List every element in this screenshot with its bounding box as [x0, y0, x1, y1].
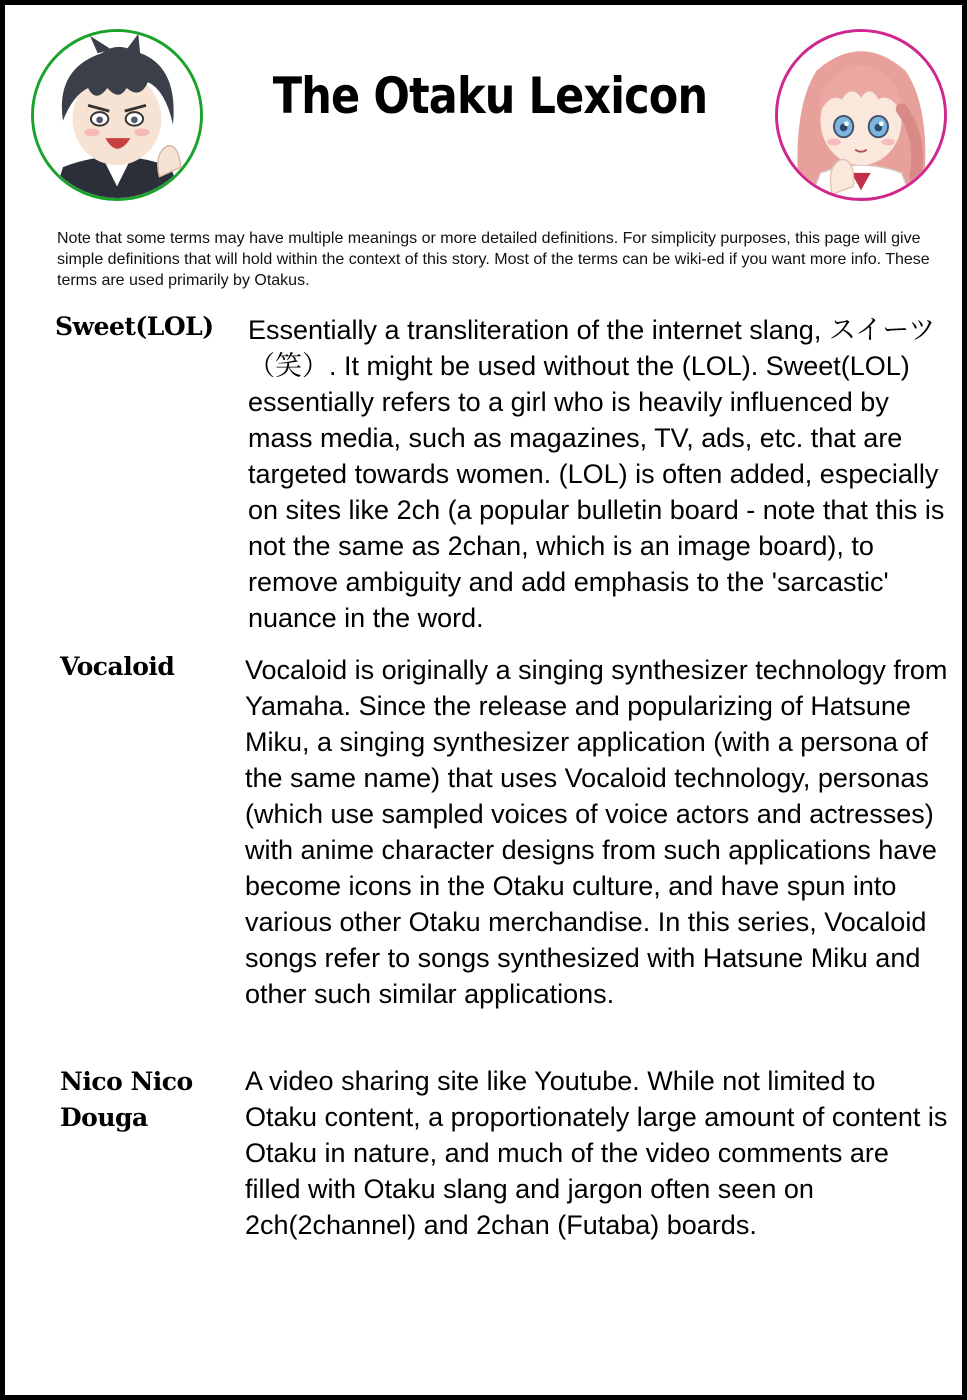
definition-nico-nico-douga: A video sharing site like Youtube. While not limited to Otaku content, a proportionately large amount of content is Otaku in nature, and much of the video comments are filled with Otaku slang and jargon often seen on 2ch(2channel) and 2chan (Futaba) boards. [245, 1066, 948, 1240]
definition-sweet-lol: Essentially a transliteration of the internet slang, スイーツ（笑）. It might be used without the (LOL). Sweet(LOL) essentially refers to a girl who is heavily influenced by mass media, such as magazines, TV, ads, etc. that are targeted towards women. (LOL) is often added, especially on sites like 2ch (a popular bulletin board - note that this is not the same as 2chan, which is an image board), to remove ambiguity and add emphasis to the 'sarcastic' nuance in the word. [248, 315, 945, 633]
page-title: The Otaku Lexicon [272, 67, 708, 125]
term-sweet-lol: Sweet(LOL) [55, 312, 214, 341]
intro-note: Note that some terms may have multiple meanings or more detailed definitions. For simplicity purposes, this page will give simple definitions that will hold within the context of this story. Most of the terms can be wiki-ed if you want more info. These terms are used primarily by Otakus. [57, 230, 930, 289]
definition-vocaloid: Vocaloid is originally a singing synthesizer technology from Yamaha. Since the release and popularizing of Hatsune Miku, a singing synthesizer application (with a persona of the same name) that uses Vocaloid technology, personas (which use sampled voices of voice actors and actresses) with anime character designs from such applications have become icons in the Otaku culture, and have spun into various other Otaku merchandise. In this series, Vocaloid songs refer to songs synthesized with Hatsune Miku and other such similar applications. [245, 655, 948, 1009]
term-nico-nico-douga: Nico Nico Douga [60, 1067, 193, 1132]
anime-boy-portrait-icon [31, 29, 203, 201]
term-vocaloid: Vocaloid [60, 652, 175, 681]
anime-girl-portrait-icon [775, 29, 947, 201]
